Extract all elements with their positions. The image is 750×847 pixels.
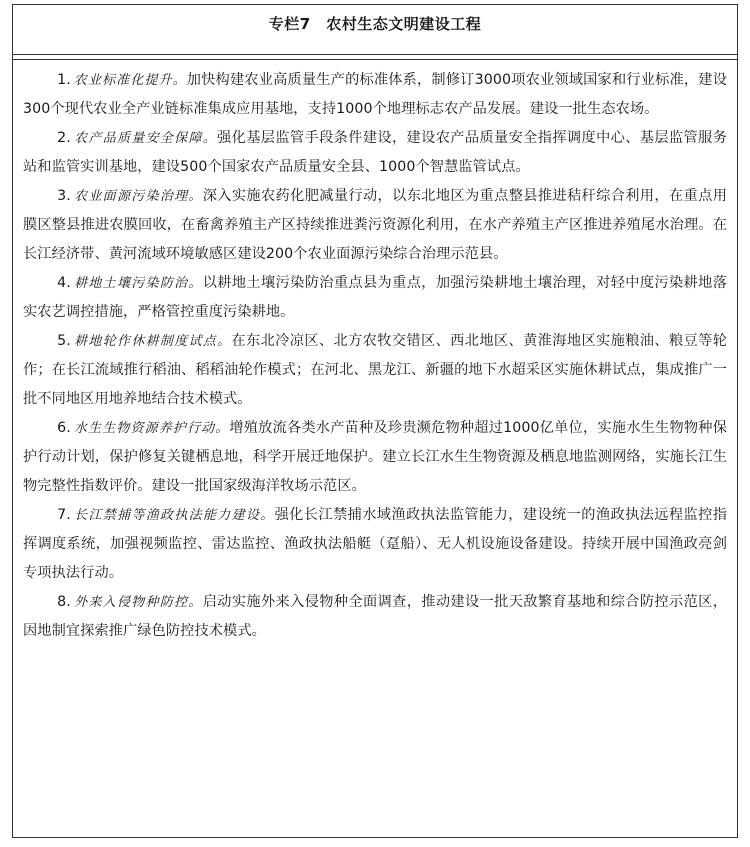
item-number: 8. <box>57 594 71 610</box>
item-text: 强化基层监管手段条件建设，建设农产品质量安全指挥调度中心、基层监管服务站和监管实训基地，建设500个国家农产品质量安全县、1000个智慧监管试点。 <box>23 130 727 175</box>
item-text: 强化长江禁捕水域渔政执法监管能力，建设统一的渔政执法远程监控指挥调度系统，加强视频监控、雷达监控、渔政执法船艇（趸船）、无人机设施设备建设。持续开展中国渔政亮剑专项执法行动。 <box>23 507 727 581</box>
list-item <box>23 588 727 646</box>
item-text: 加快构建农业高质量生产的标准体系，制修订3000项农业领域国家和行业标准，建设300个现代农业全产业链标准集成应用基地，支持1000个地理标志农产品发展。建设一批生态农场。 <box>23 72 727 117</box>
box-body <box>13 59 737 837</box>
item-text: 在东北冷凉区、北方农牧交错区、西北地区、黄淮海地区实施粮油、粮豆等轮作；在长江流域推行稻油、稻稻油轮作模式；在河北、黑龙江、新疆的地下水超采区实施休耕试点，集成推广一批不同地区用地养地结合技术模式。 <box>23 333 727 407</box>
list-item <box>23 124 727 182</box>
item-number: 6. <box>57 420 71 436</box>
item-number: 3. <box>57 188 71 204</box>
item-text: 启动实施外来入侵物种全面调查，推动建设一批天敌繁育基地和综合防控示范区，因地制宜探索推广绿色防控技术模式。 <box>23 594 727 639</box>
item-number: 2. <box>57 130 71 146</box>
list-item <box>23 66 727 124</box>
item-keyword: 耕地土壤污染防治。 <box>73 276 203 291</box>
item-keyword: 耕地轮作休耕制度试点。 <box>73 334 232 349</box>
box-header <box>13 5 737 55</box>
item-text: 深入实施农药化肥减量行动，以东北地区为重点整县推进秸秆综合利用，在重点用膜区整县推进农膜回收，在畜禽养殖主产区持续推进粪污资源化利用，在水产养殖主产区推进养殖尾水治理。在长江经济带、黄河流域环境敏感区建设200个农业面源污染综合治理示范县。 <box>23 188 727 262</box>
list-item <box>23 414 727 501</box>
list-item <box>23 269 727 327</box>
item-keyword: 长江禁捕等渔政执法能力建设。 <box>73 508 275 523</box>
item-number: 5. <box>57 333 71 349</box>
item-number: 1. <box>57 72 71 88</box>
list-item <box>23 501 727 588</box>
item-keyword: 外来入侵物种防控。 <box>73 595 203 610</box>
feature-box <box>12 4 738 838</box>
item-keyword: 农业标准化提升。 <box>73 73 187 88</box>
item-keyword: 农产品质量安全保障。 <box>73 131 218 146</box>
item-keyword: 水生生物资源养护行动。 <box>73 421 230 436</box>
item-number: 7. <box>57 507 71 523</box>
item-text: 增殖放流各类水产苗种及珍贵濒危物种超过1000亿单位，实施水生生物物种保护行动计划，保护修复关键栖息地，科学开展迁地保护。建立长江水生生物资源及栖息地监测网络，实施长江生物完整性指数评价。建设一批国家级海洋牧场示范区。 <box>23 420 727 494</box>
list-item <box>23 182 727 269</box>
item-text: 以耕地土壤污染防治重点县为重点，加强污染耕地土壤治理，对轻中度污染耕地落实农艺调控措施，严格管控重度污染耕地。 <box>23 275 727 320</box>
box-title: 专栏7 农村生态文明建设工程 <box>268 15 482 33</box>
list-item <box>23 327 727 414</box>
item-number: 4. <box>57 275 71 291</box>
item-keyword: 农业面源污染治理。 <box>73 189 203 204</box>
